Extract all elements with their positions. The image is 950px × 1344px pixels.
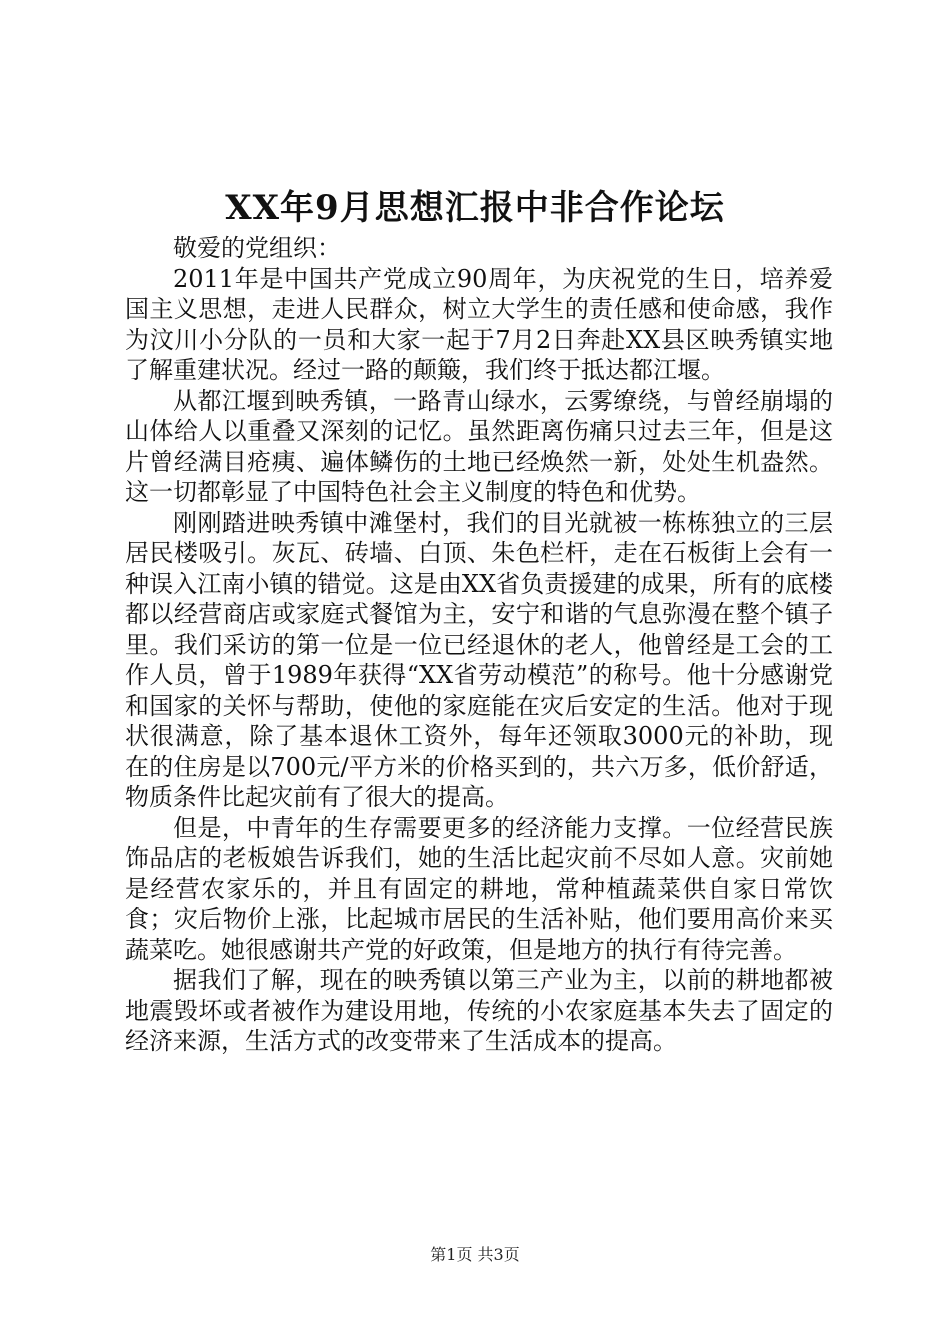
paragraph: 刚刚踏进映秀镇中滩堡村，我们的目光就被一栋栋独立的三层居民楼吸引。灰瓦、砖墙、白顶、朱色栏杆，走在石板街上会有一种误入江南小镇的错觉。这是由XX省负责援建的成果，所有的底楼都以经营商店或家庭式餐馆为主，安宁和谐的气息弥漫在整个镇子里。我们采访的第一位是一位已经退休的老人，他曾经是工会的工作人员，曾于1989年获得“XX省劳动模范”的称号。他十分感谢党和国家的关怀与帮助，使他的家庭能在灾后安定的生活。他对于现状很满意，除了基本退休工资外，每年还领取3000元的补助，现在的住房是以700元/平方米的价格买到的，共六万多，低价舒适，物质条件比起灾前有了很大的提高。	[125, 508, 833, 811]
paragraph: 据我们了解，现在的映秀镇以第三产业为主，以前的耕地都被地震毁坏或者被作为建设用地，传统的小农家庭基本失去了固定的经济来源，生活方式的改变带来了生活成本的提高。	[125, 966, 833, 1055]
document-body	[125, 233, 833, 1057]
page-number-footer: 第1页 共3页	[430, 1245, 520, 1264]
paragraph: 从都江堰到映秀镇，一路青山绿水，云雾缭绕，与曾经崩塌的山体给人以重叠又深刻的记忆。虽然距离伤痛只过去三年，但是这片曾经满目疮痍、遍体鳞伤的土地已经焕然一新，处处生机盎然。这一切都彰显了中国特色社会主义制度的特色和优势。	[125, 386, 833, 506]
paragraph: 但是，中青年的生存需要更多的经济能力支撑。一位经营民族饰品店的老板娘告诉我们，她的生活比起灾前不尽如人意。灾前她是经营农家乐的，并且有固定的耕地，常种植蔬菜供自家日常饮食；灾后物价上涨，比起城市居民的生活补贴，他们要用高价来买蔬菜吃。她很感谢共产党的好政策，但是地方的执行有待完善。	[125, 813, 833, 964]
document-title: XX年9月思想汇报中非合作论坛	[225, 188, 725, 228]
paragraph: 2011年是中国共产党成立90周年，为庆祝党的生日，培养爱国主义思想，走进人民群众，树立大学生的责任感和使命感，我作为汶川小分队的一员和大家一起于7月2日奔赴XX县区映秀镇实地了解重建状况。经过一路的颠簸，我们终于抵达都江堰。	[125, 264, 833, 384]
salutation: 敬爱的党组织：	[173, 234, 341, 262]
